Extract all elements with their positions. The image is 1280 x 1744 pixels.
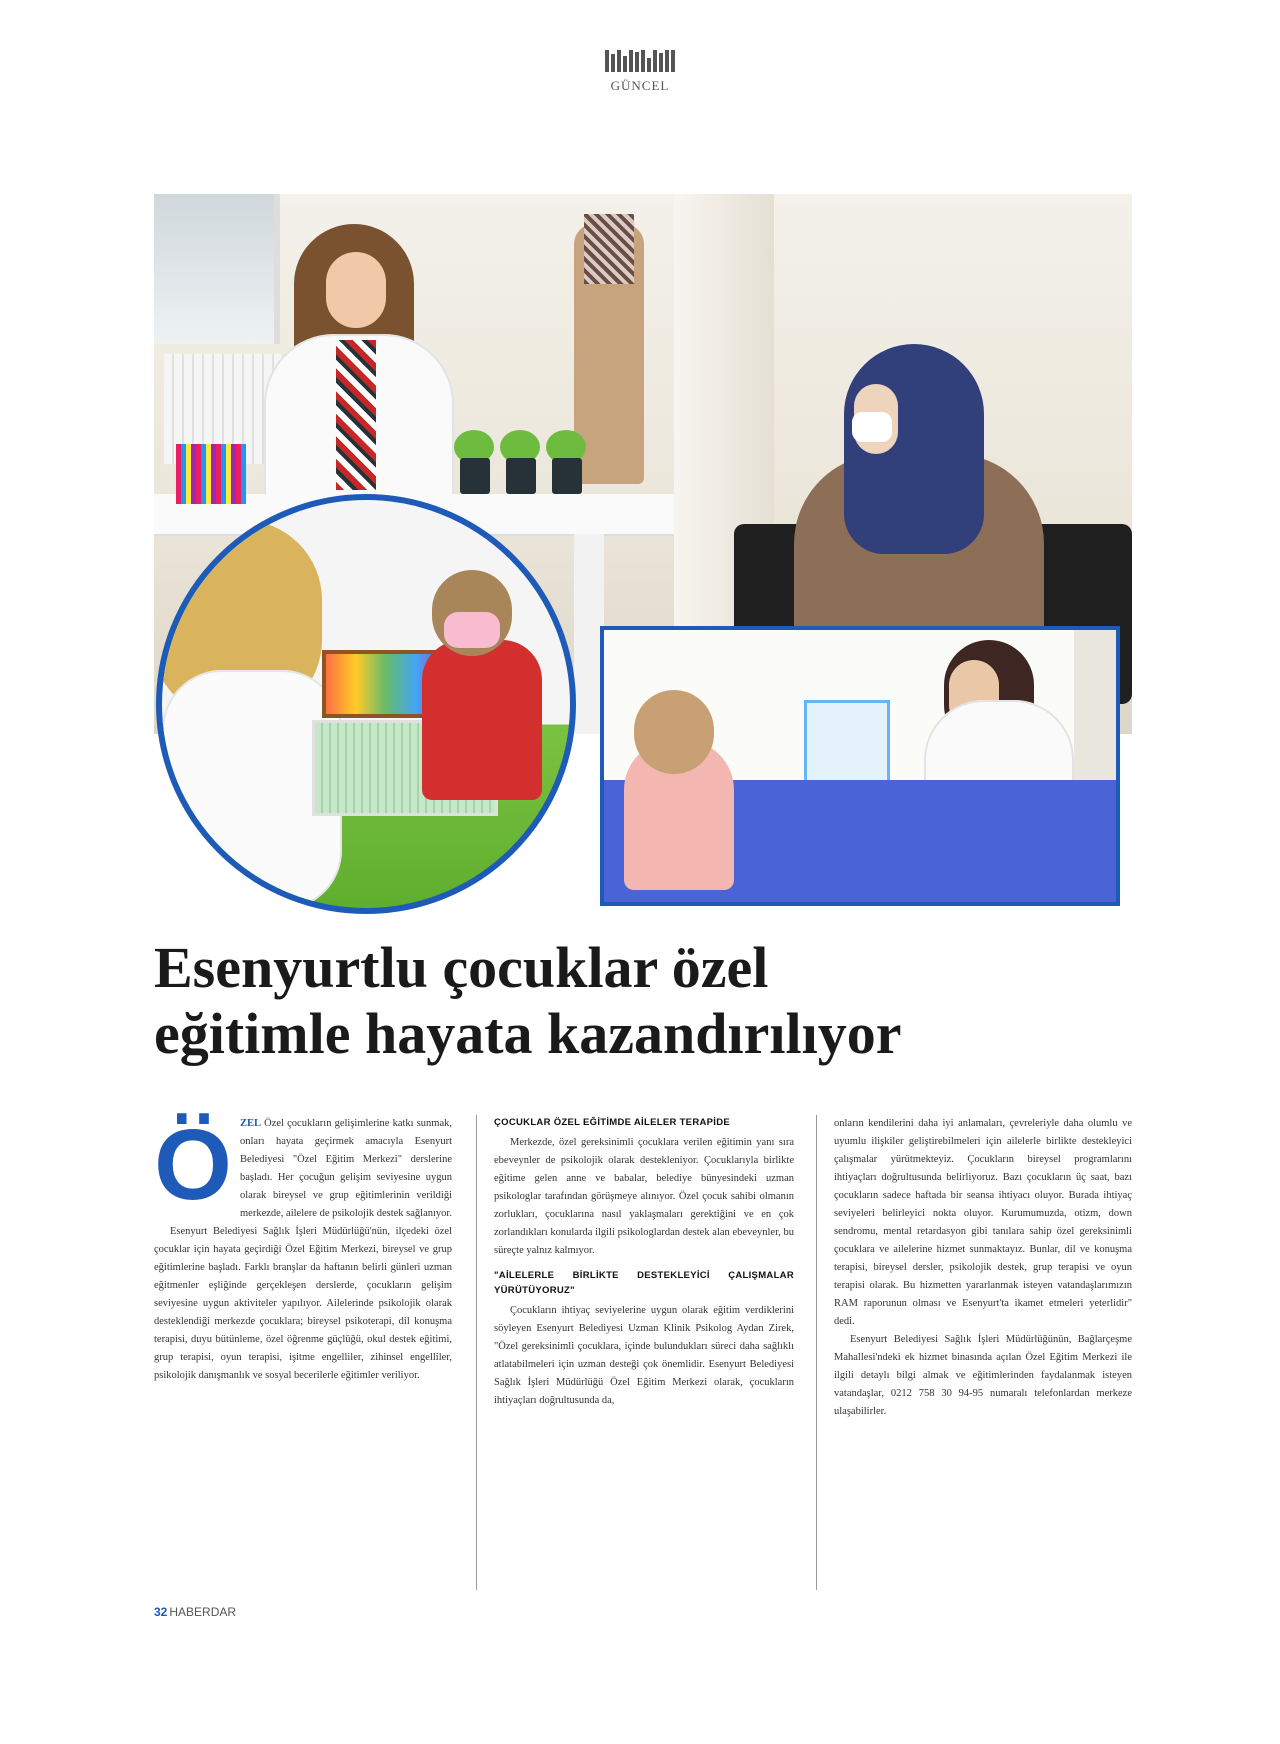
subheading-quote: "AİLELERLE BİRLİKTE DESTEKLEYİCİ ÇALIŞMALAR YÜRÜTÜYORUZ" bbox=[494, 1270, 794, 1296]
barcode-ornament bbox=[588, 50, 692, 72]
photo-education-session bbox=[600, 626, 1120, 906]
article-column-1 bbox=[154, 1109, 452, 1385]
section-label: GÜNCEL bbox=[610, 78, 670, 93]
section-header bbox=[588, 50, 692, 94]
headline-line-2: eğitimle hayata kazandırılıyor bbox=[154, 1001, 902, 1066]
paragraph: Merkezde, özel gereksinimli çocuklara verilen eğitimin yanı sıra ebeveynler de psikolojik olarak destekleniyor. Çocuklarıyla birlikte eğitime gelen anne ve babalar, belediye bünyesindeki uzman psikologlar tarafından görüşmeye alınıyor. Özel çocuk sahibi olmanın zorlukları, çocuklarına nasıl yaklaşmaları gerektiğini ve en çok zorlandıkları konularda ilgili psikologlardan destek alan ebeveynler, bu süreçte yalnız kalmıyor. bbox=[494, 1137, 794, 1256]
column-divider bbox=[816, 1115, 817, 1590]
article-headline bbox=[154, 935, 1134, 1067]
page-footer bbox=[154, 1605, 236, 1619]
subheading: ÇOCUKLAR ÖZEL EĞİTİMDE AİLELER TERAPİDE bbox=[494, 1117, 731, 1128]
paragraph: Esenyurt Belediyesi Sağlık İşleri Müdürlüğünün, Bağlarçeşme Mahallesi'ndeki ek hizmet binasında açılan Özel Eğitim Merkezi ile ilgili detaylı bilgi almak ve eğitimlerinden faydalanmak isteyen vatandaşlar, 0212 758 30 94-95 numaralı telefonlardan merkeze ulaşabilirler. bbox=[834, 1334, 1132, 1417]
lead-word: ZEL bbox=[240, 1118, 262, 1129]
headline-line-1: Esenyurtlu çocuklar özel bbox=[154, 935, 769, 1000]
magazine-brand: HABERDAR bbox=[169, 1605, 237, 1619]
paragraph: Esenyurt Belediyesi Sağlık İşleri Müdürlüğü'nün, ilçedeki özel çocuklar için hayata geçirdiği Özel Eğitim Merkezi, bireysel ve grup eğitimlerine başladı. Farklı branşlar da haftanın belirli günleri uzman eğitmenler eşliğinde gerçekleşen derslerde, çocukların gelişim seviyesine uygun aktiviteler yapılıyor. Ailelerinde psikolojik olarak desteklendiği merkezde çocuklara; bireysel psikoterapi, dil konuşma terapisi, duyu bütünleme, özel öğrenme güçlüğü, okul destek eğitimi, grup terapisi, oyun terapisi, işitme engelliler, zihinsel engelliler, psikolojik danışmanlık ve sosyal becerilerle eğitimler veriliyor. bbox=[154, 1226, 452, 1381]
lead-text: Özel çocukların gelişimlerine katkı sunmak, onları hayata geçirmek amacıyla Esenyurt Belediyesi "Özel Eğitim Merkezi" derslerine başladı. Her çocuğun gelişim seviyesine uygun olarak bireysel ve grup eğitimlerinin verildiği merkezde, ailelere de psikolojik destek sağlanıyor. bbox=[240, 1118, 452, 1219]
paragraph: Çocukların ihtiyaç seviyelerine uygun olarak eğitim verdiklerini söyleyen Esenyurt Belediyesi Uzman Klinik Psikolog Aydan Zirek, "Özel gereksinimli çocuklara, içinde bulundukları süreci daha sağlıklı atlatabilmeleri için uzman desteği çok önemlidir. Esenyurt Belediyesi Sağlık İşleri Müdürlüğü Özel Eğitim Merkezi olarak, çocukların ihtiyaçları doğrultusunda da, bbox=[494, 1305, 794, 1406]
article-body bbox=[154, 1109, 1132, 1595]
photo-collage bbox=[154, 194, 1132, 924]
article-column-2 bbox=[494, 1115, 794, 1410]
article-column-3 bbox=[834, 1115, 1132, 1421]
drop-cap: Ö bbox=[154, 1109, 232, 1221]
paragraph: onların kendilerini daha iyi anlamaları, çevreleriyle daha olumlu ve uyumlu ilişkiler geliştirebilmeleri için ailelerle birlikte destekleyici çalışmalar yürütmekteyiz. Çocukların bireysel programlarını ihtiyaçları doğrultusunda belirliyoruz. Bazı çocukların üç saat, bazı çocukların sadece haftada bir seansa ihtiyacı oluyor. Burada ihtiyaç seviyeleri belirleyici nokta oluyor. Kurumumuzda, otizm, down sendromu, mental retardasyon gibi tanılara sahip özel gereksinimli çocuklara ve ailelerine hizmet sunmaktayız. Bunlar, dil ve konuşma terapisi, bireysel dersler, psikolojik destek, grup terapisi ve oyun terapisi olarak. Bu hizmetten yararlanmak isteyen vatandaşlarımızın RAM raporunun olması ve Esenyurt'ta ikamet etmeleri yeterlidir" dedi. bbox=[834, 1118, 1132, 1327]
photo-therapy-game-circle bbox=[156, 494, 576, 914]
page-number: 32 bbox=[154, 1605, 168, 1619]
column-divider bbox=[476, 1115, 477, 1590]
